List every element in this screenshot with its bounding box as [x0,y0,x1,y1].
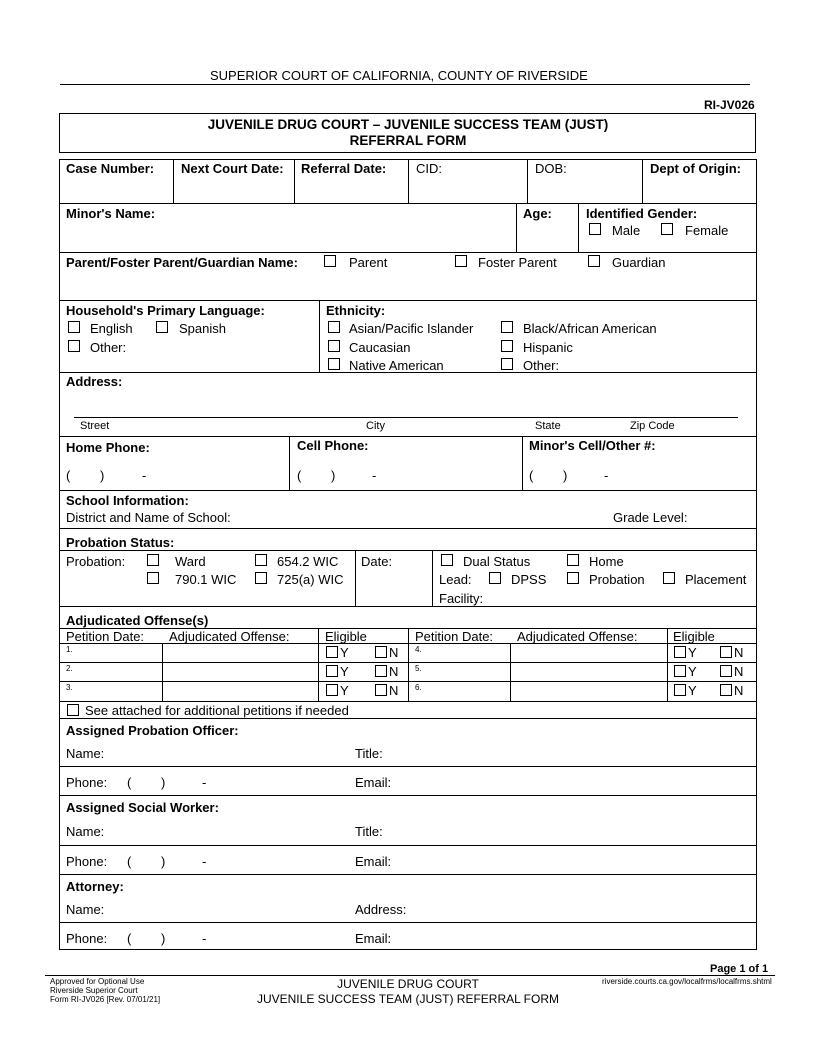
black-label: Black/African American [523,321,657,336]
adjudicated-header-left: Adjudicated Offense: [169,629,290,644]
footer-title-line2: JUVENILE SUCCESS TEAM (JUST) REFERRAL FORM [256,992,560,1006]
probation-officer-label: Assigned Probation Officer: [66,723,239,738]
home-checkbox[interactable] [567,554,579,566]
dob-label: DOB: [535,161,567,176]
eligible-no-5-label: N [734,664,744,679]
ward-label: Ward [175,554,206,569]
officer-name-label: Name: [66,746,105,761]
age-label: Age: [523,206,552,221]
minor-name-label: Minor's Name: [66,206,156,221]
eligible-yes-4-checkbox[interactable] [674,646,686,658]
eligible-yes-5-label: Y [688,664,697,679]
eligible-no-4-label: N [734,645,744,660]
school-district-label: District and Name of School: [66,510,231,525]
adjudicated-header-right: Adjudicated Offense: [517,629,638,644]
male-checkbox[interactable] [589,223,601,235]
social-title-label: Title: [355,824,383,839]
petition-date-header-left: Petition Date: [66,629,145,644]
social-phone-label: Phone: [66,854,108,869]
eligible-no-3-checkbox[interactable] [375,684,387,696]
court-name: SUPERIOR COURT OF CALIFORNIA, COUNTY OF RIVERSIDE [210,68,588,83]
cell-phone-paren-close: ) [331,468,336,483]
eligible-yes-1-checkbox[interactable] [326,646,338,658]
minor-phone-paren-close: ) [563,468,568,483]
hispanic-label: Hispanic [523,340,573,355]
wic790-checkbox[interactable] [147,572,159,584]
street-label: Street [80,420,110,432]
eligible-yes-1-label: Y [340,645,349,660]
home-phone-dash: - [142,468,147,483]
row-number-5: 5. [415,664,422,673]
attorney-phone-label: Phone: [66,931,108,946]
offenses-label: Adjudicated Offense(s) [66,613,209,628]
language-other-label: Other: [90,340,127,355]
parent-label: Parent [349,255,388,270]
footer-url: riverside.courts.ca.gov/localfrms/localfrms.shtml [602,977,772,986]
social-name-label: Name: [66,824,105,839]
facility-label: Facility: [439,591,484,606]
social-email-label: Email: [355,854,392,869]
asian-label: Asian/Pacific Islander [349,321,474,336]
wic725-checkbox[interactable] [255,572,267,584]
foster-parent-checkbox[interactable] [455,255,467,267]
ethnicity-label: Ethnicity: [326,303,386,318]
eligible-header-right: Eligible [673,629,715,644]
form-body [59,159,757,950]
parent-checkbox[interactable] [324,255,336,267]
grade-level-label: Grade Level: [613,510,688,525]
attorney-label: Attorney: [66,879,124,894]
cell-phone-paren-open: ( [297,468,302,483]
address-underline [74,417,738,418]
home-phone-paren-close: ) [100,468,105,483]
home-label: Home [589,554,624,569]
dpss-label: DPSS [511,572,547,587]
eligible-yes-5-checkbox[interactable] [674,665,686,677]
address-label: Address: [66,374,123,389]
attorney-phone-dash: - [202,931,207,946]
guardian-label: Guardian [612,255,666,270]
dual-status-label: Dual Status [463,554,531,569]
hispanic-checkbox[interactable] [501,340,513,352]
footer-court: Riverside Superior Court [50,986,138,995]
city-label: City [366,420,385,432]
eligible-no-5-checkbox[interactable] [720,665,732,677]
eligible-no-2-label: N [389,664,399,679]
attorney-name-label: Name: [66,902,105,917]
eligible-yes-3-label: Y [340,683,349,698]
english-label: English [90,321,133,336]
social-phone-paren-close: ) [161,854,166,869]
officer-phone-paren-open: ( [127,775,132,790]
wic654-label: 654.2 WIC [277,554,339,569]
language-label: Household's Primary Language: [66,303,265,318]
foster-parent-label: Foster Parent [478,255,557,270]
minor-phone-paren-open: ( [529,468,534,483]
minor-cell-label: Minor's Cell/Other #: [529,438,656,453]
footer-title-line1: JUVENILE DRUG COURT [337,977,479,991]
row-number-3: 3. [66,683,73,692]
cid-label: CID: [416,161,442,176]
eligible-no-6-label: N [734,683,744,698]
header-rule [60,84,750,85]
form-id: RI-JV026 [704,98,755,112]
form-title-line1: JUVENILE DRUG COURT – JUVENILE SUCCESS TEAM (JUST) [207,117,609,132]
gender-label: Identified Gender: [586,206,698,221]
social-phone-paren-open: ( [127,854,132,869]
case-number-label: Case Number: [66,161,155,176]
language-other-checkbox[interactable] [68,340,80,352]
wic725-label: 725(a) WIC [277,572,344,587]
attorney-address-label: Address: [355,902,407,917]
home-phone-label: Home Phone: [66,440,150,455]
row-number-2: 2. [66,664,73,673]
asian-checkbox[interactable] [328,321,340,333]
officer-phone-label: Phone: [66,775,108,790]
petition-date-header-right: Petition Date: [415,629,494,644]
eligible-no-1-checkbox[interactable] [375,646,387,658]
spanish-checkbox[interactable] [156,321,168,333]
footer-approved: Approved for Optional Use [50,977,145,986]
zip-label: Zip Code [630,420,675,432]
eligible-yes-4-label: Y [688,645,697,660]
eligible-yes-6-checkbox[interactable] [674,684,686,696]
school-info-label: School Information: [66,493,189,508]
caucasian-label: Caucasian [349,340,411,355]
eligible-no-6-checkbox[interactable] [720,684,732,696]
native-checkbox[interactable] [328,358,340,370]
eligible-yes-3-checkbox[interactable] [326,684,338,696]
attorney-phone-paren-close: ) [161,931,166,946]
cell-phone-dash: - [372,468,377,483]
guardian-checkbox[interactable] [588,255,600,267]
ethnicity-other-label: Other: [523,358,560,373]
probation-type-label: Probation: [66,554,126,569]
ethnicity-other-checkbox[interactable] [501,358,513,370]
attorney-phone-paren-open: ( [127,931,132,946]
lead-probation-checkbox[interactable] [567,572,579,584]
eligible-yes-6-label: Y [688,683,697,698]
home-phone-paren-open: ( [66,468,71,483]
footer-form-number: Form RI-JV026 [Rev. 07/01/21] [50,995,161,1004]
referral-date-label: Referral Date: [301,161,387,176]
officer-phone-paren-close: ) [161,775,166,790]
eligible-no-4-checkbox[interactable] [720,646,732,658]
row-number-1: 1. [66,645,73,654]
female-label: Female [685,223,729,238]
form-title-line2: REFERRAL FORM [349,133,467,148]
officer-email-label: Email: [355,775,392,790]
minor-phone-dash: - [604,468,609,483]
next-court-date-label: Next Court Date: [181,161,284,176]
row-number-4: 4. [415,645,422,654]
additional-petitions-label: See attached for additional petitions if needed [85,703,349,718]
lead-probation-label: Probation [589,572,645,587]
attorney-email-label: Email: [355,931,392,946]
state-label: State [535,420,561,432]
parent-name-label: Parent/Foster Parent/Guardian Name: [66,255,298,270]
page-number: Page 1 of 1 [710,963,769,975]
male-label: Male [612,223,641,238]
eligible-no-3-label: N [389,683,399,698]
eligible-no-2-checkbox[interactable] [375,665,387,677]
row-number-6: 6. [415,683,422,692]
female-checkbox[interactable] [661,223,673,235]
wic790-label: 790.1 WIC [175,572,237,587]
caucasian-checkbox[interactable] [328,340,340,352]
social-worker-label: Assigned Social Worker: [66,800,219,815]
wic654-checkbox[interactable] [255,554,267,566]
lead-label: Lead: [439,572,472,587]
eligible-no-1-label: N [389,645,399,660]
officer-phone-dash: - [202,775,207,790]
black-checkbox[interactable] [501,321,513,333]
eligible-yes-2-checkbox[interactable] [326,665,338,677]
cell-phone-label: Cell Phone: [297,438,369,453]
placement-checkbox[interactable] [663,572,675,584]
placement-label: Placement [685,572,747,587]
eligible-yes-2-label: Y [340,664,349,679]
ward-checkbox[interactable] [147,554,159,566]
eligible-header-left: Eligible [325,629,367,644]
officer-title-label: Title: [355,746,383,761]
native-label: Native American [349,358,444,373]
english-checkbox[interactable] [68,321,80,333]
probation-status-label: Probation Status: [66,535,175,550]
additional-petitions-checkbox[interactable] [67,704,79,716]
probation-date-label: Date: [361,554,393,569]
dept-origin-label: Dept of Origin: [650,161,741,176]
dpss-checkbox[interactable] [489,572,501,584]
dual-status-checkbox[interactable] [441,554,453,566]
social-phone-dash: - [202,854,207,869]
spanish-label: Spanish [179,321,226,336]
